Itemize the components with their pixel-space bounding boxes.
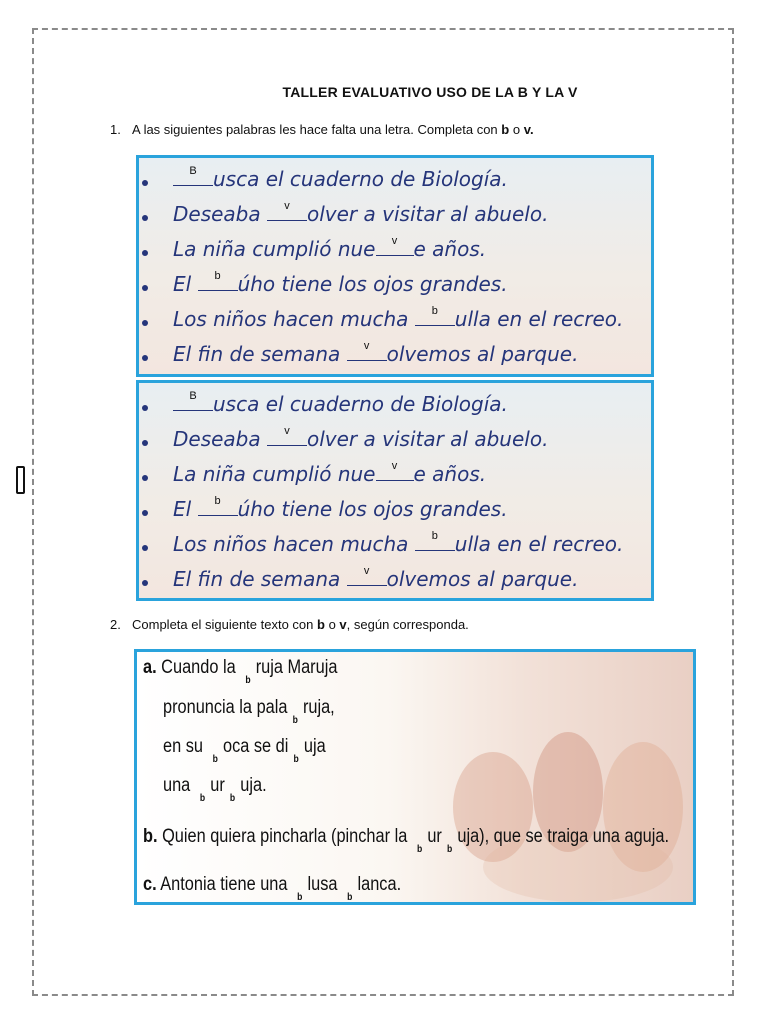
answer-blank[interactable]: b (198, 272, 238, 291)
bullet-icon (142, 215, 148, 221)
answer-blank[interactable]: B (173, 392, 213, 411)
question-1-text: A las siguientes palabras les hace falta una letra. Completa con (132, 122, 502, 137)
bullet-icon (142, 250, 148, 256)
sentence-text: Los niños hacen mucha b ulla en el recreo. (173, 530, 624, 556)
sentence-text: La niña cumplió nue v e años. (173, 235, 487, 261)
sentence-text: Deseaba v olver a visitar al abuelo. (173, 425, 549, 451)
answer-blank[interactable]: v (267, 427, 307, 446)
word-o: o (324, 617, 340, 632)
illustration (423, 712, 693, 902)
item-a-label: a. (143, 657, 157, 678)
item-a-line-3: en su b oca se di b uja (163, 736, 326, 765)
letter-v: v (339, 617, 347, 632)
worksheet-title: TALLER EVALUATIVO USO DE LA B Y LA V (282, 84, 578, 100)
bullet-icon (142, 355, 148, 361)
item-c-line: c. Antonia tiene una b lusa b lanca. (143, 874, 402, 903)
item-a-line-1: a. Cuando la b ruja Maruja (143, 657, 338, 686)
sentence-4 (139, 494, 654, 529)
item-c-label: c. (143, 874, 157, 895)
answer-blank[interactable]: b (415, 307, 455, 326)
question-2-text-end: , según corresponda. (346, 617, 469, 632)
item-a-line-4: una b ur b uja. (163, 775, 267, 804)
answer-blank[interactable]: b (198, 497, 238, 516)
question-2-text: Completa el siguiente texto con (132, 617, 317, 632)
letter-b: b (501, 122, 510, 137)
sentence-text: El fin de semana v olvemos al parque. (173, 565, 579, 591)
sentence-text: Deseaba v olver a visitar al abuelo. (173, 200, 549, 226)
sentence-text: Los niños hacen mucha b ulla en el recreo. (173, 305, 624, 331)
sentence-1 (139, 164, 654, 199)
question-2-number: 2. (110, 617, 121, 632)
word-o: o (509, 122, 524, 137)
sentence-text: El b úho tiene los ojos grandes. (173, 270, 508, 296)
bullet-icon (142, 320, 148, 326)
sentence-text: B usca el cuaderno de Biología. (173, 164, 508, 194)
sentence-5 (139, 304, 654, 339)
sentence-6 (139, 339, 654, 374)
sentence-text: B usca el cuaderno de Biología. (173, 389, 508, 419)
bullet-icon (142, 475, 148, 481)
sentence-text: El fin de semana v olvemos al parque. (173, 340, 579, 366)
bullet-icon (142, 180, 148, 186)
answer-blank[interactable]: v (267, 202, 307, 221)
exercise-panel-2 (136, 380, 654, 601)
question-1 (110, 122, 534, 137)
sentence-1 (139, 389, 654, 424)
answer-blank[interactable]: v (347, 567, 387, 586)
sentence-4 (139, 269, 654, 304)
bullet-icon (142, 580, 148, 586)
answer-blank[interactable]: B (173, 167, 213, 186)
letter-b: b (317, 617, 325, 632)
bullet-icon (142, 405, 148, 411)
item-a-line-2: pronuncia la pala b ruja, (163, 697, 335, 726)
question-2 (110, 617, 469, 632)
sentence-text: La niña cumplió nue v e años. (173, 460, 487, 486)
sentence-text: El b úho tiene los ojos grandes. (173, 495, 508, 521)
answer-blank[interactable]: v (347, 342, 387, 361)
sentence-6 (139, 564, 654, 599)
bullet-icon (142, 285, 148, 291)
exercise-panel-1 (136, 155, 654, 377)
bullet-icon (142, 510, 148, 516)
question-1-number: 1. (110, 122, 121, 137)
bullet-icon (142, 440, 148, 446)
answer-blank[interactable]: v (376, 237, 414, 256)
answer-blank[interactable]: v (376, 462, 414, 481)
sentence-5 (139, 529, 654, 564)
item-b-line: b. Quien quiera pincharla (pinchar la b ur b uja), que se traiga una aguja. (143, 826, 670, 855)
side-marker (16, 466, 25, 494)
bullet-icon (142, 545, 148, 551)
exercise-panel-3 (134, 649, 696, 905)
letter-v: v. (523, 122, 534, 137)
item-b-label: b. (143, 826, 158, 847)
answer-blank[interactable]: b (415, 532, 455, 551)
